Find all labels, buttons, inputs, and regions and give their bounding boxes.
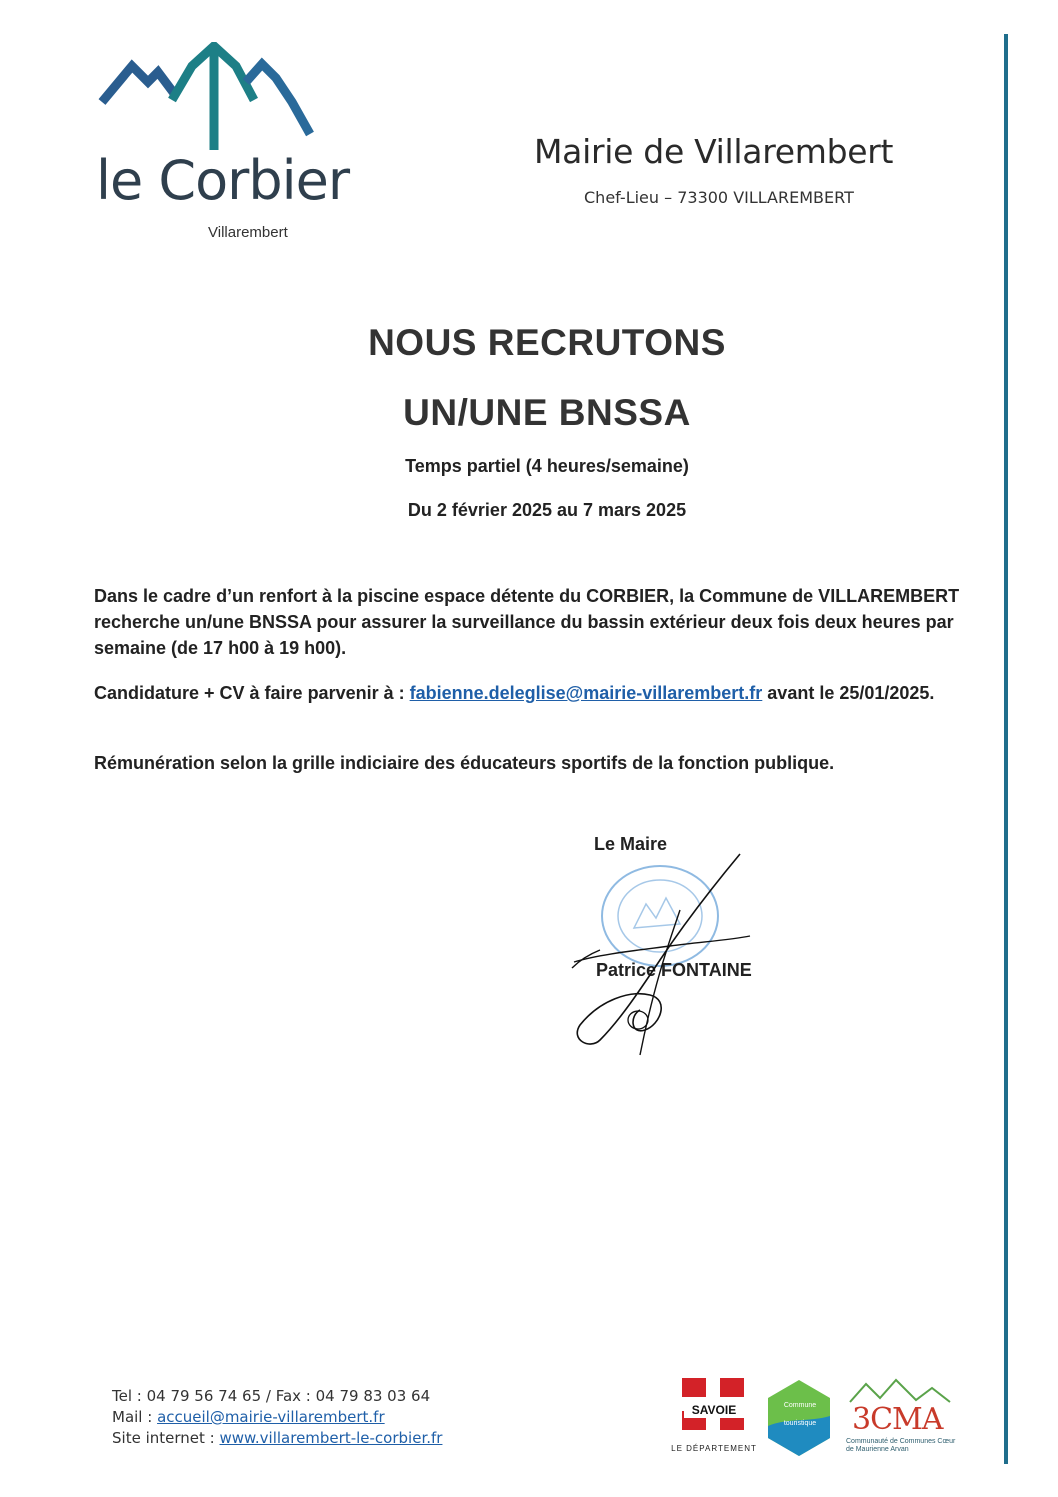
headline-recruiting: NOUS RECRUTONS	[368, 322, 726, 363]
handwritten-signature	[560, 850, 760, 1060]
savoie-label: SAVOIE	[684, 1402, 744, 1418]
savoie-department-logo	[671, 1378, 758, 1460]
commune-touristique-logo	[766, 1378, 832, 1458]
logo-name: le Corbier	[96, 149, 350, 212]
mountains-icon	[96, 42, 316, 152]
logo-subtitle: Villarembert	[208, 224, 288, 241]
schedule-line: Temps partiel (4 heures/semaine)	[405, 456, 689, 476]
signatory-role: Le Maire	[594, 834, 668, 854]
remuneration-paragraph: Rémunération selon la grille indiciaire des éducateurs sportifs de la fonction publique.	[94, 753, 835, 773]
commune-label: Commune	[783, 1402, 817, 1409]
mairie-address: Chef-Lieu – 73300 VILLAREMBERT	[584, 188, 854, 207]
3cma-mark: 3CMA	[852, 1402, 943, 1437]
footer-mail-label: Mail :	[112, 1408, 158, 1426]
savoie-department-label: LE DÉPARTEMENT	[671, 1444, 757, 1453]
footer-site-line	[112, 1428, 442, 1449]
headline-position: UN/UNE BNSSA	[403, 392, 691, 433]
footer-mail-link[interactable]: accueil@mairie-villarembert.fr	[157, 1408, 385, 1426]
signatory-name: Patrice FONTAINE	[596, 960, 752, 980]
job-description-paragraph: Dans le cadre d’un renfort à la piscine espace détente du CORBIER, la Commune de VILLAREMBERT recherche un/une BNSSA pour assurer la surveillance du bassin extérieur deux fois deux heures par semaine (de 17 h00 à 19 h00).	[94, 586, 960, 658]
commune-touristique-badge-icon	[766, 1378, 832, 1458]
page-side-bar	[1004, 34, 1008, 1464]
3cma-name: Communauté de Communes Cœur de Maurienne Arvan	[846, 1438, 956, 1453]
mairie-title: Mairie de Villarembert	[534, 132, 894, 171]
application-email-link[interactable]: fabienne.deleglise@mairie-villarembert.fr	[409, 683, 763, 703]
3cma-logo	[846, 1376, 956, 1466]
footer-site-label: Site internet :	[112, 1429, 220, 1447]
period-line: Du 2 février 2025 au 7 mars 2025	[407, 500, 687, 520]
application-paragraph	[94, 680, 964, 706]
footer-phone: Tel : 04 79 56 74 65 / Fax : 04 79 83 03 64	[112, 1387, 431, 1405]
footer-mail-line	[112, 1407, 442, 1428]
contact-footer	[112, 1386, 442, 1449]
touristique-label: touristique	[783, 1420, 817, 1427]
le-corbier-logo	[96, 42, 350, 241]
application-suffix: avant le 25/01/2025.	[762, 683, 935, 703]
application-prefix: Candidature + CV à faire parvenir à :	[94, 683, 410, 703]
footer-site-link[interactable]: www.villarembert-le-corbier.fr	[219, 1429, 443, 1447]
